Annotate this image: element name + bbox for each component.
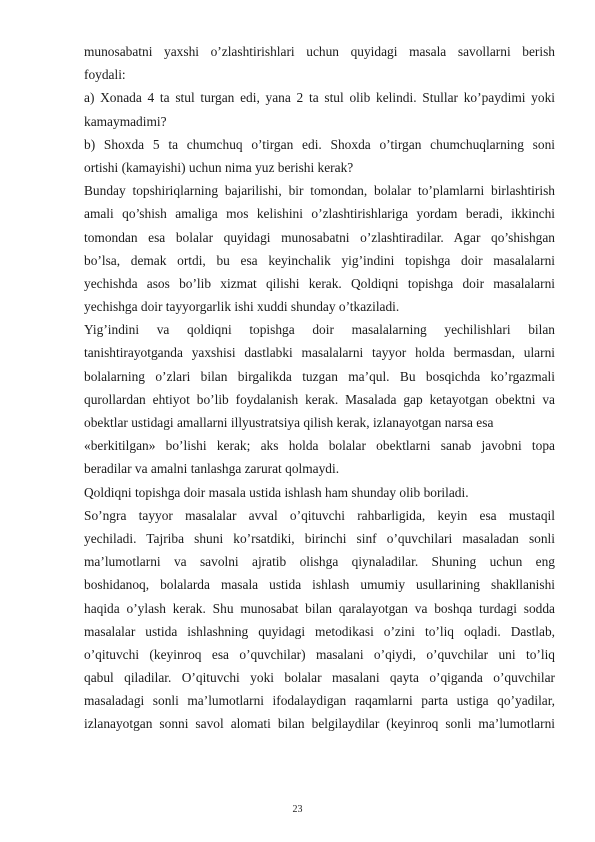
text-line: «berkitilgan» bo’lishi kerak; aks holda bolalar obektlarni sanab javobni topa xyxy=(84,438,555,454)
text-line: b) Shoxda 5 ta chumchuq o’tirgan edi. Shoxda o’tirgan chumchuqlarning soni xyxy=(84,136,555,152)
text-line: foydali: xyxy=(84,67,126,83)
text-line: Bunday topshiriqlarning bajarilishi, bir tomondan, bolalar to’plamlarni birlashtirish xyxy=(84,183,555,199)
text-line: haqida o’ylash kerak. Shu munosabat bilan qaralayotgan va boshqa turdagi sodda xyxy=(84,600,555,616)
text-line: tanishtirayotganda yaxshisi dastlabki masalalarni tayyor holda bermasdan, ularni xyxy=(84,345,555,361)
text-line: Qoldiqni topishga doir masala ustida ishlash ham shunday olib boriladi. xyxy=(84,484,469,500)
text-line: obektlar ustidagi amallarni illyustratsiya qilish kerak, izlanayotgan narsa esa xyxy=(84,415,494,430)
text-line: masaladagi sonli ma’lumotlarni ifodalaydigan raqamlarni parta ustiga qo’yadilar, xyxy=(84,693,555,709)
text-line: ortishi (kamayishi) uchun nima yuz berishi kerak? xyxy=(84,159,354,175)
text-line: a) Xonada 4 ta stul turgan edi, yana 2 ta stul olib kelindi. Stullar ko’paydimi yoki xyxy=(84,90,555,106)
text-line: qabul qiladilar. O’qituvchi yoki bolalar masalani qayta o’qiganda o’quvchilar xyxy=(84,670,555,686)
text-line: masalalar ustida ishlashning quyidagi metodikasi o’zini to’liq oqladi. Dastlab, xyxy=(84,623,555,639)
text-line: amali qo’shish amaliga mos kelishini o’zlashtirishlariga yordam beradi, ikkinchi xyxy=(84,206,555,222)
text-line: So’ngra tayyor masalalar avval o’qituvchi rahbarligida, keyin esa mustaqil xyxy=(84,507,555,523)
document-body xyxy=(84,40,555,736)
text-line: yechishda asos bo’lib xizmat qilishi kerak. Qoldiqni topishga doir masalalarni xyxy=(84,275,555,291)
text-line: qurollardan ehtiyot bo’lib foydalanish kerak. Masalada gap ketayotgan obektni va xyxy=(84,391,555,407)
text-line: izlanayotgan sonni savol alomati bilan belgilaydilar (keyinroq sonli ma’lumotlarni xyxy=(84,716,555,732)
text-line: tomondan esa bolalar quyidagi munosabatni o’zlashtiradilar. Agar qo’shishgan xyxy=(84,229,555,245)
text-line: kamaymadimi? xyxy=(84,113,167,129)
text-line: yechishga doir tayyorgarlik ishi xuddi shunday o’tkaziladi. xyxy=(84,299,400,315)
text-line: boshidanoq, bolalarda masala ustida ishlash umumiy usullarining shakllanishi xyxy=(84,577,555,593)
text-line: munosabatni yaxshi o’zlashtirishlari uchun quyidagi masala savollarni berish xyxy=(84,44,555,59)
text-line: Yig’indini va qoldiqni topishga doir masalalarning yechilishlari bilan xyxy=(84,322,555,338)
text-line: beradilar va amalni tanlashga zarurat qolmaydi. xyxy=(84,461,340,477)
text-line: bolalarning o’zlari bilan birgalikda tuzgan ma’qul. Bu bosqichda ko’rgazmali xyxy=(84,368,555,384)
page-number: 23 xyxy=(292,804,303,815)
text-line: ma’lumotlarni va savolni ajratib olishga qiynaladilar. Shuning uchun eng xyxy=(84,554,555,570)
text-line: o’qituvchi (keyinroq esa o’quvchilar) masalani o’qiydi, o’quvchilar uni to’liq xyxy=(84,646,555,662)
text-line: bo’lsa, demak ortdi, bu esa keyinchalik yig’indini topishga doir masalalarni xyxy=(84,252,555,268)
text-line: yechiladi. Tajriba shuni ko’rsatdiki, birinchi sinf o’quvchilari masaladan sonli xyxy=(84,530,555,546)
